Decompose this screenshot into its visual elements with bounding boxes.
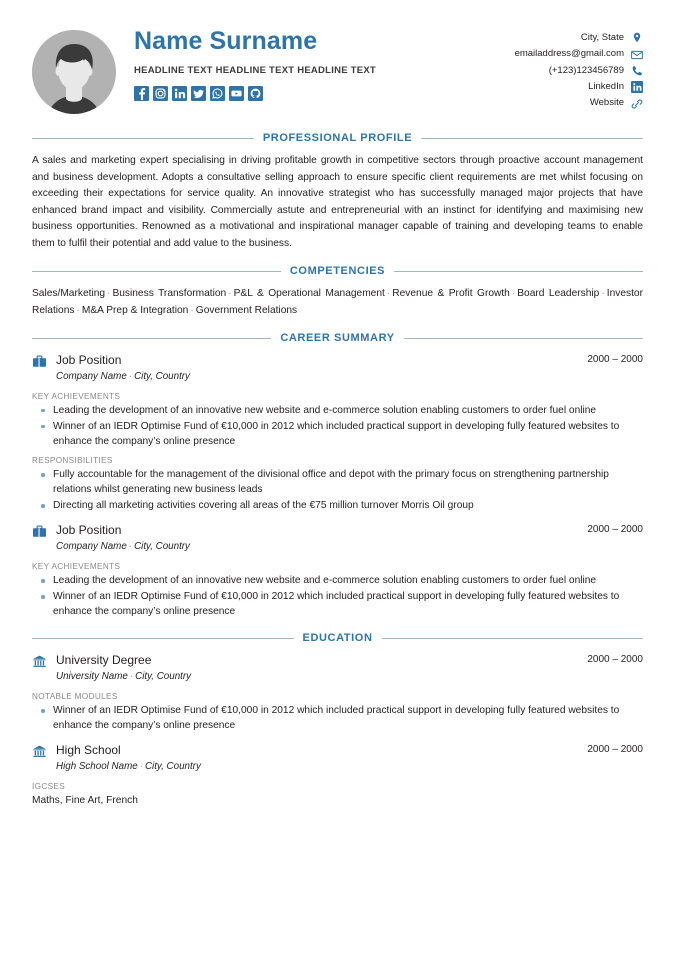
competency-separator: · <box>190 304 194 316</box>
contact-row-email[interactable] <box>515 48 643 61</box>
entry-title: Job Position <box>56 523 122 538</box>
entry-bullet-list <box>32 573 643 619</box>
twitter-icon[interactable] <box>191 86 206 101</box>
institution-icon <box>32 744 47 759</box>
entry-subtitle <box>56 670 643 685</box>
social-links <box>134 86 515 101</box>
career-entry <box>32 523 643 619</box>
divider-right <box>404 338 643 339</box>
entry-body <box>56 353 577 368</box>
entry-body <box>56 653 577 668</box>
competency-item: Government Relations <box>195 304 298 316</box>
facebook-icon[interactable] <box>134 86 149 101</box>
entry-organisation: High School Name <box>56 761 138 773</box>
entry-group-label: NOTABLE MODULES <box>32 692 118 702</box>
entry-bullet-item: Leading the development of an innovative new website and e-commerce solution enabling customers to order fuel online <box>32 573 643 588</box>
phone-icon <box>631 65 643 77</box>
full-name: Name Surname <box>134 27 318 55</box>
entry-plain-text: Maths, Fine Art, French <box>32 794 138 806</box>
education-entry <box>32 743 643 808</box>
competency-item: P&L & Operational Management <box>233 288 385 300</box>
entry-header <box>32 353 643 369</box>
competency-item: Investor Relations <box>32 288 643 316</box>
divider-right <box>421 138 643 139</box>
entry-header <box>32 523 643 539</box>
entry-subtitle-separator: · <box>128 541 133 553</box>
section-competencies <box>32 265 643 319</box>
entry-group-label: KEY ACHIEVEMENTS <box>32 562 121 572</box>
avatar <box>32 30 116 114</box>
entry-bullet-list <box>32 403 643 449</box>
entry-group-label: IGCSES <box>32 781 66 791</box>
education-entry <box>32 653 643 733</box>
competency-separator: · <box>76 304 80 316</box>
contact-text-location: City, State <box>580 32 624 43</box>
linkedin-icon[interactable] <box>172 86 187 101</box>
section-title-career: CAREER SUMMARY <box>280 332 395 345</box>
entry-location: City, Country <box>144 761 201 773</box>
section-professional-profile <box>32 132 643 252</box>
education-entry-list <box>32 653 643 808</box>
entry-bullet-item: Winner of an IEDR Optimise Fund of €10,000 in 2012 which included practical support in developing fully featured websites to enhance the company’s online presence <box>32 703 643 733</box>
entry-body <box>56 523 577 538</box>
section-header-competencies <box>32 265 643 277</box>
entry-group-label: RESPONSIBILITIES <box>32 456 113 466</box>
identity-block <box>116 26 515 101</box>
competency-list <box>32 286 643 319</box>
entry-header <box>32 743 643 759</box>
instagram-icon[interactable] <box>153 86 168 101</box>
competency-item: Business Transformation <box>112 288 227 300</box>
contact-text-linkedin: LinkedIn <box>588 80 624 92</box>
contact-text-website: Website <box>589 97 624 109</box>
career-entry <box>32 353 643 513</box>
contact-text-email: emailaddress@gmail.com <box>514 48 624 60</box>
entry-bullet-item: Directing all marketing activities covering all areas of the €75 million turnover Morris Oil group <box>32 498 643 513</box>
location-pin-icon <box>631 32 643 44</box>
entry-organisation: Company Name <box>56 541 127 553</box>
profile-paragraph: A sales and marketing expert specialising in driving profitable growth in competitive sectors through proactive account management and business development. Adopts a consultative selling approach to ensure specific client requirements are met whilst focusing on exceeding their expectations for service quality. An innovative strategist who has successfully managed major projects that have enhanced brand impact and visibility. Commercially astute and entrepreneurial with an instinct for identifying and maximising new business opportunities. Renowned as a motivational and inspirational manager capable of training and developing teams to enable them to fulfil their potential and add value to the business. <box>32 155 643 249</box>
entry-subtitle <box>56 370 643 385</box>
entry-bullet-list <box>32 703 643 733</box>
competency-item: Sales/Marketing <box>32 288 106 300</box>
entry-title: High School <box>56 743 121 758</box>
entry-bullet-list <box>32 467 643 513</box>
divider-left <box>32 138 254 139</box>
divider-right <box>394 271 643 272</box>
competency-item: Revenue & Profit Growth <box>392 288 510 300</box>
contact-row-phone <box>549 65 643 78</box>
section-career-summary <box>32 332 643 619</box>
entry-location: City, Country <box>134 541 190 553</box>
contact-text-phone: (+123)123456789 <box>548 64 624 76</box>
competency-separator: · <box>601 288 605 300</box>
entry-organisation: Company Name <box>56 371 127 383</box>
contact-details <box>515 26 643 110</box>
divider-left <box>32 271 281 272</box>
institution-icon <box>32 654 47 669</box>
entry-date-range: 2000 – 2000 <box>587 744 643 756</box>
section-title-education: EDUCATION <box>302 632 373 645</box>
resume-header <box>32 26 643 114</box>
youtube-icon[interactable] <box>229 86 244 101</box>
github-icon[interactable] <box>248 86 263 101</box>
entry-body <box>56 743 577 758</box>
profile-photo-placeholder-icon <box>32 30 116 114</box>
entry-location: City, Country <box>134 371 190 383</box>
section-education <box>32 632 643 808</box>
entry-title: Job Position <box>56 353 122 368</box>
entry-header <box>32 653 643 669</box>
entry-bullet-item: Fully accountable for the management of the divisional office and depot with the primary focus on strengthening partnership relations whilst generating new business leads <box>32 467 643 497</box>
section-header-profile <box>32 132 643 144</box>
divider-left <box>32 638 294 639</box>
competency-item: Board Leadership <box>517 288 600 300</box>
entry-bullet-item: Winner of an IEDR Optimise Fund of €10,000 in 2012 which included practical support in developing fully featured websites to enhance the company’s online presence <box>32 419 643 449</box>
competency-separator: · <box>228 288 232 300</box>
link-icon <box>631 98 643 110</box>
divider-left <box>32 338 271 339</box>
headline-text: HEADLINE TEXT HEADLINE TEXT HEADLINE TEXT <box>134 64 376 76</box>
entry-title: University Degree <box>56 653 152 668</box>
entry-date-range: 2000 – 2000 <box>587 654 643 666</box>
linkedin-icon <box>631 81 643 93</box>
entry-date-range: 2000 – 2000 <box>587 524 643 536</box>
briefcase-icon <box>32 524 47 539</box>
entry-subtitle <box>56 760 643 775</box>
entry-date-range: 2000 – 2000 <box>587 354 643 366</box>
section-title-competencies: COMPETENCIES <box>289 265 386 278</box>
contact-row-location <box>581 32 643 45</box>
envelope-icon <box>631 49 643 61</box>
entry-bullet-item: Leading the development of an innovative new website and e-commerce solution enabling customers to order fuel online <box>32 403 643 418</box>
section-header-education <box>32 632 643 644</box>
competency-separator: · <box>386 288 391 300</box>
entry-location: City, Country <box>135 671 192 683</box>
entry-subtitle-separator: · <box>139 761 143 773</box>
briefcase-icon <box>32 354 47 369</box>
competency-item: M&A Prep & Integration <box>81 304 189 316</box>
whatsapp-icon[interactable] <box>210 86 225 101</box>
entry-subtitle-separator: · <box>128 371 133 383</box>
career-entry-list <box>32 353 643 619</box>
section-header-career <box>32 332 643 344</box>
divider-right <box>382 638 644 639</box>
entry-bullet-item: Winner of an IEDR Optimise Fund of €10,000 in 2012 which included practical support in developing fully featured websites to enhance the company’s online presence <box>32 589 643 619</box>
section-title-profile: PROFESSIONAL PROFILE <box>262 132 413 144</box>
competency-separator: · <box>107 288 111 300</box>
entry-subtitle-separator: · <box>129 671 134 683</box>
competency-separator: · <box>511 288 516 300</box>
entry-organisation: University Name <box>56 671 128 683</box>
contact-row-linkedin[interactable] <box>588 81 643 94</box>
entry-subtitle <box>56 540 643 555</box>
entry-group-label: KEY ACHIEVEMENTS <box>32 391 121 401</box>
contact-row-website[interactable] <box>590 97 643 110</box>
